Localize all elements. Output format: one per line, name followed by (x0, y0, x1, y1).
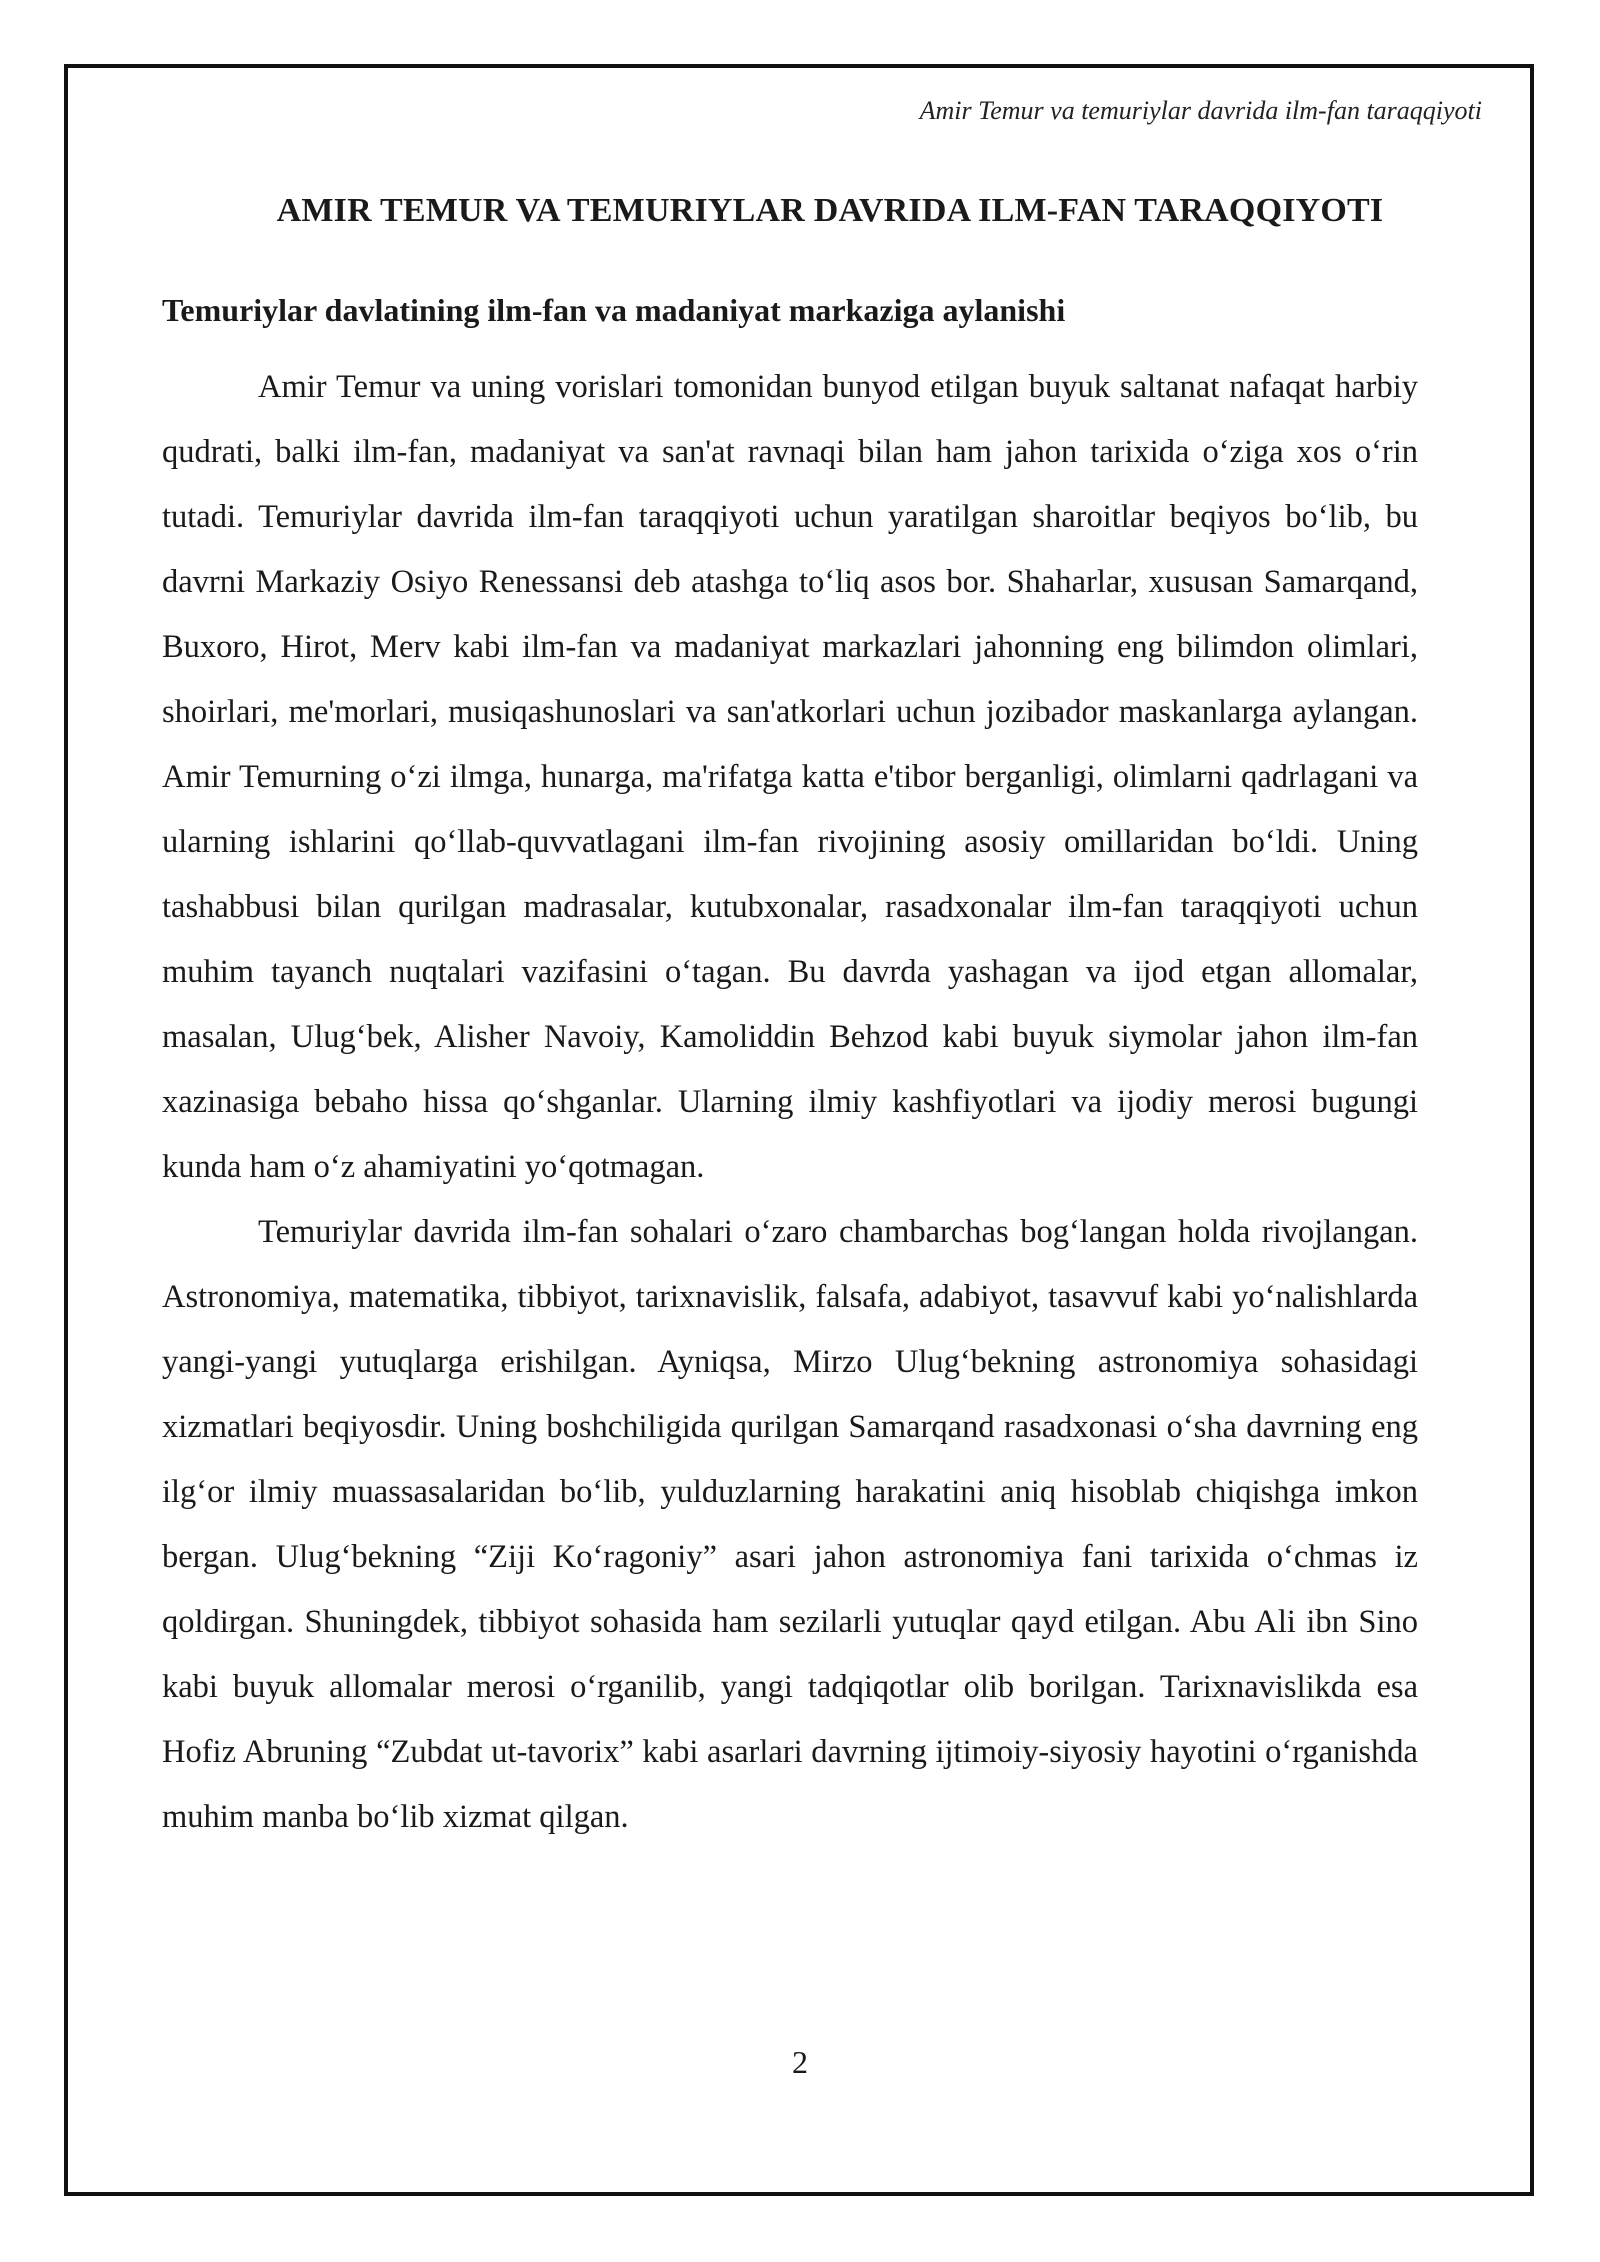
page-content (162, 122, 1418, 1850)
section-heading: Temuriylar davlatining ilm-fan va madaniyat markaziga aylanishi (162, 292, 1066, 328)
body-paragraph-2: Temuriylar davrida ilm-fan sohalari oʻzaro chambarchas bogʻlangan holda rivojlangan. Astronomiya, matematika, tibbiyot, tarixnavislik, falsafa, adabiyot, tasavvuf kabi yoʻnalishlarda yangi-yangi yutuqlarga erishilgan. Ayniqsa, Mirzo Ulugʻbekning astronomiya sohasidagi xizmatlari beqiyosdir. Uning boshchiligida qurilgan Samarqand rasadxonasi oʻsha davrning eng ilgʻor ilmiy muassasalaridan boʻlib, yulduzlarning harakatini aniq hisoblab chiqishga imkon bergan. Ulugʻbekning “Ziji Koʻragoniy” asari jahon astronomiya fani tarixida oʻchmas iz qoldirgan. Shuningdek, tibbiyot sohasida ham sezilarli yutuqlar qayd etilgan. Abu Ali ibn Sino kabi buyuk allomalar merosi oʻrganilib, yangi tadqiqotlar olib borilgan. Tarixnavislikda esa Hofiz Abruning “Zubdat ut-tavorix” kabi asarlari davrning ijtimoiy-siyosiy hayotini oʻrganishda muhim manba boʻlib xizmat qilgan. (162, 1214, 1418, 1835)
body-paragraph-1: Amir Temur va uning vorislari tomonidan bunyod etilgan buyuk saltanat nafaqat harbiy qudrati, balki ilm-fan, madaniyat va san'at ravnaqi bilan ham jahon tarixida oʻziga xos oʻrin tutadi. Temuriylar davrida ilm-fan taraqqiyoti uchun yaratilgan sharoitlar beqiyos boʻlib, bu davrni Markaziy Osiyo Renessansi deb atashga toʻliq asos bor. Shaharlar, xususan Samarqand, Buxoro, Hirot, Merv kabi ilm-fan va madaniyat markazlari jahonning eng bilimdon olimlari, shoirlari, me'morlari, musiqashunoslari va san'atkorlari uchun jozibador maskanlarga aylangan. Amir Temurning oʻzi ilmga, hunarga, ma'rifatga katta e'tibor berganligi, olimlarni qadrlagani va ularning ishlarini qoʻllab-quvvatlagani ilm-fan rivojining asosiy omillaridan boʻldi. Uning tashabbusi bilan qurilgan madrasalar, kutubxonalar, rasadxonalar ilm-fan taraqqiyoti uchun muhim tayanch nuqtalari vazifasini oʻtagan. Bu davrda yashagan va ijod etgan allomalar, masalan, Ulugʻbek, Alisher Navoiy, Kamoliddin Behzod kabi buyuk siymolar jahon ilm-fan xazinasiga bebaho hissa qoʻshganlar. Ularning ilmiy kashfiyotlari va ijodiy merosi bugungi kunda ham oʻz ahamiyatini yoʻqotmagan. (162, 369, 1418, 1185)
document-title: AMIR TEMUR VA TEMURIYLAR DAVRIDA ILM-FAN TARAQQIYOTI (276, 192, 1384, 229)
page-number: 2 (792, 2044, 808, 2080)
running-header: Amir Temur va temuriylar davrida ilm-fan taraqqiyoti (919, 96, 1482, 125)
